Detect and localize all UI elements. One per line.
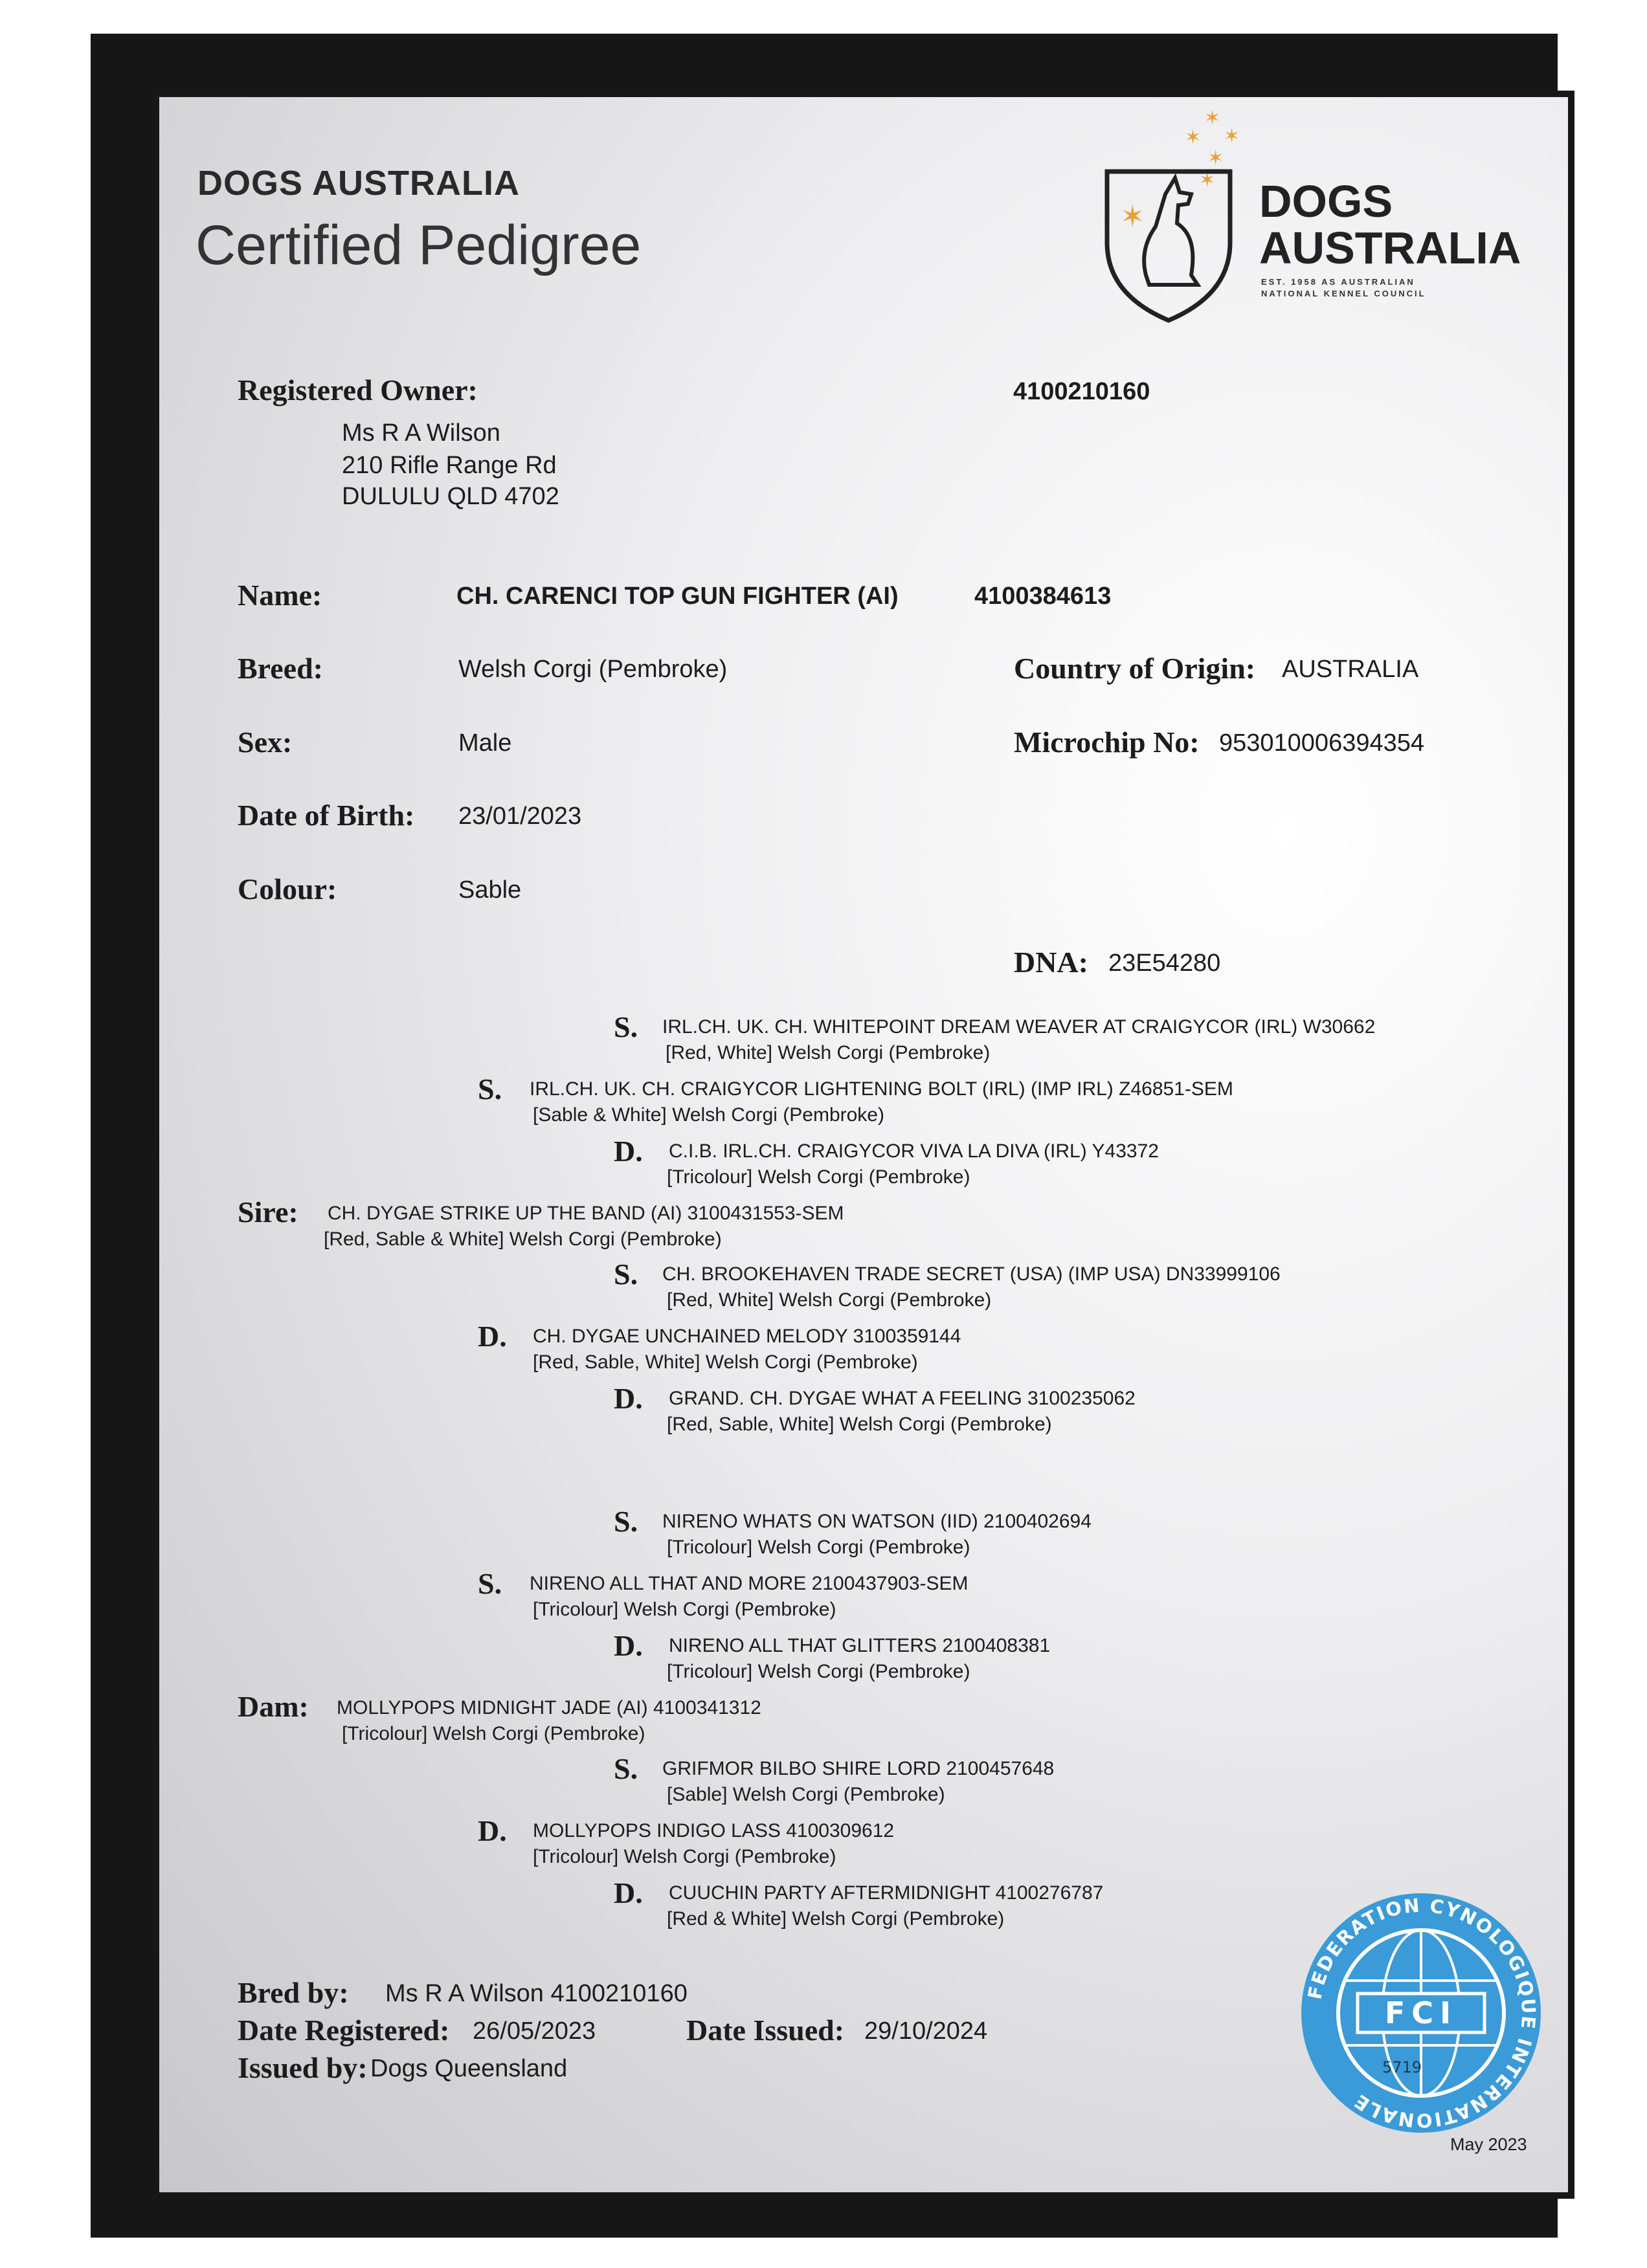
form-version: May 2023 <box>1450 2135 1527 2154</box>
dam-dd-mark: D. <box>614 1876 643 1909</box>
s-detail: [Sable & White] Welsh Corgi (Pembroke) <box>533 1104 884 1126</box>
dam-dd-name: CUUCHIN PARTY AFTERMIDNIGHT 4100276787 <box>669 1882 1104 1904</box>
breed-value: Welsh Corgi (Pembroke) <box>458 656 728 683</box>
ds-name: CH. BROOKEHAVEN TRADE SECRET (USA) (IMP USA) DN33999106 <box>662 1263 1281 1285</box>
fci-seal <box>1298 1890 1544 2136</box>
registered-label: Date Registered: <box>238 2014 450 2047</box>
dam-d-name: MOLLYPOPS INDIGO LASS 4100309612 <box>533 1820 895 1841</box>
owner-address2: DULULU QLD 4702 <box>342 483 559 510</box>
dam-s-mark: S. <box>478 1567 502 1600</box>
sex-label: Sex: <box>238 726 293 759</box>
name-label: Name: <box>238 579 322 612</box>
dd-name: GRAND. CH. DYGAE WHAT A FEELING 3100235062 <box>669 1388 1136 1409</box>
country-value: AUSTRALIA <box>1282 656 1419 683</box>
sire-detail: [Red, Sable & White] Welsh Corgi (Pembroke) <box>324 1228 722 1250</box>
dd-mark: D. <box>614 1382 643 1415</box>
bred-value: Ms R A Wilson 4100210160 <box>385 1980 688 2007</box>
bred-label: Bred by: <box>238 1976 349 2009</box>
dam-s-name: NIRENO ALL THAT AND MORE 2100437903-SEM <box>530 1573 969 1594</box>
owner-name: Ms R A Wilson <box>342 419 500 447</box>
d-name: CH. DYGAE UNCHAINED MELODY 3100359144 <box>533 1326 961 1347</box>
dam-dd-detail: [Red & White] Welsh Corgi (Pembroke) <box>667 1908 1005 1929</box>
issued-label: Date Issued: <box>686 2014 845 2047</box>
page-title: Certified Pedigree <box>196 214 642 276</box>
dob-value: 23/01/2023 <box>458 803 582 830</box>
owner-address1: 210 Rifle Range Rd <box>342 452 557 479</box>
logo-line2: AUSTRALIA <box>1259 223 1521 273</box>
country-label: Country of Origin: <box>1014 652 1256 685</box>
sire-label: Sire: <box>238 1195 298 1228</box>
dam-label: Dam: <box>238 1690 309 1723</box>
dam-ss-name: NIRENO WHATS ON WATSON (IID) 2100402694 <box>662 1511 1092 1532</box>
dog-name: CH. CARENCI TOP GUN FIGHTER (AI) <box>456 583 899 610</box>
dog-reg-number: 4100384613 <box>974 583 1112 610</box>
colour-label: Colour: <box>238 873 337 906</box>
org-heading: DOGS AUSTRALIA <box>197 164 520 203</box>
sire-name: CH. DYGAE STRIKE UP THE BAND (AI) 3100431553-SEM <box>328 1203 844 1224</box>
dna-value: 23E54280 <box>1108 950 1221 977</box>
ss-detail: [Red, White] Welsh Corgi (Pembroke) <box>666 1042 991 1063</box>
d-mark: D. <box>478 1320 507 1353</box>
seal-number: 5719 <box>1382 2058 1422 2076</box>
logo-tagline2: NATIONAL KENNEL COUNCIL <box>1261 289 1426 298</box>
owner-number: 4100210160 <box>1013 378 1150 405</box>
s-mark: S. <box>478 1073 502 1106</box>
dam-ss-mark: S. <box>614 1505 638 1538</box>
dam-ss-detail: [Tricolour] Welsh Corgi (Pembroke) <box>667 1537 970 1558</box>
sd-detail: [Tricolour] Welsh Corgi (Pembroke) <box>667 1166 970 1188</box>
issuedby-label: Issued by: <box>238 2051 368 2084</box>
dam-d-detail: [Tricolour] Welsh Corgi (Pembroke) <box>533 1846 836 1867</box>
dam-sd-name: NIRENO ALL THAT GLITTERS 2100408381 <box>669 1635 1051 1656</box>
dog-shield-icon <box>1101 165 1237 327</box>
colour-value: Sable <box>458 876 522 904</box>
dam-s-detail: [Tricolour] Welsh Corgi (Pembroke) <box>533 1599 836 1620</box>
issuedby-value: Dogs Queensland <box>370 2055 568 2082</box>
sd-mark: D. <box>614 1135 643 1168</box>
ds-mark: S. <box>614 1258 638 1291</box>
svg-text:✶: ✶ <box>1120 199 1145 234</box>
sd-name: C.I.B. IRL.CH. CRAIGYCOR VIVA LA DIVA (IRL) Y43372 <box>669 1140 1159 1162</box>
microchip-label: Microchip No: <box>1014 726 1200 759</box>
dob-label: Date of Birth: <box>238 799 415 832</box>
dam-ds-mark: S. <box>614 1752 638 1785</box>
fci-globe-icon <box>1298 1890 1544 2136</box>
issued-value: 29/10/2024 <box>864 2018 988 2045</box>
dam-ds-name: GRIFMOR BILBO SHIRE LORD 2100457648 <box>662 1758 1055 1779</box>
dam-detail: [Tricolour] Welsh Corgi (Pembroke) <box>342 1723 645 1744</box>
dam-name: MOLLYPOPS MIDNIGHT JADE (AI) 4100341312 <box>337 1697 761 1718</box>
d-detail: [Red, Sable, White] Welsh Corgi (Pembroke) <box>533 1351 918 1373</box>
sex-value: Male <box>458 729 512 757</box>
ss-mark: S. <box>614 1010 638 1043</box>
dna-label: DNA: <box>1014 946 1088 979</box>
owner-label: Registered Owner: <box>238 373 478 406</box>
dam-d-mark: D. <box>478 1814 507 1847</box>
ss-name: IRL.CH. UK. CH. WHITEPOINT DREAM WEAVER AT CRAIGYCOR (IRL) W30662 <box>662 1016 1376 1038</box>
dogs-australia-logo: ✶ ✶ ✶ ✶ ✶ ✶ DOGS AUSTRALIA EST. 1958 AS AUSTRALIAN NATIONAL KENNEL COUNCIL <box>1101 107 1528 327</box>
dam-sd-mark: D. <box>614 1629 643 1662</box>
seal-center-text: FCI <box>1384 1996 1458 2030</box>
dam-sd-detail: [Tricolour] Welsh Corgi (Pembroke) <box>667 1661 970 1682</box>
logo-tagline1: EST. 1958 AS AUSTRALIAN <box>1261 277 1415 287</box>
registered-value: 26/05/2023 <box>473 2018 596 2045</box>
ds-detail: [Red, White] Welsh Corgi (Pembroke) <box>667 1289 992 1311</box>
seal-ring-text: FEDERATION CYNOLOGIQUE INTERNATIONALE <box>1303 1894 1540 2132</box>
dam-ds-detail: [Sable] Welsh Corgi (Pembroke) <box>667 1784 945 1805</box>
s-name: IRL.CH. UK. CH. CRAIGYCOR LIGHTENING BOLT (IRL) (IMP IRL) Z46851-SEM <box>530 1078 1233 1100</box>
dd-detail: [Red, Sable, White] Welsh Corgi (Pembroke) <box>667 1414 1052 1435</box>
breed-label: Breed: <box>238 652 324 685</box>
logo-line1: DOGS <box>1259 176 1393 227</box>
microchip-value: 953010006394354 <box>1219 729 1425 757</box>
